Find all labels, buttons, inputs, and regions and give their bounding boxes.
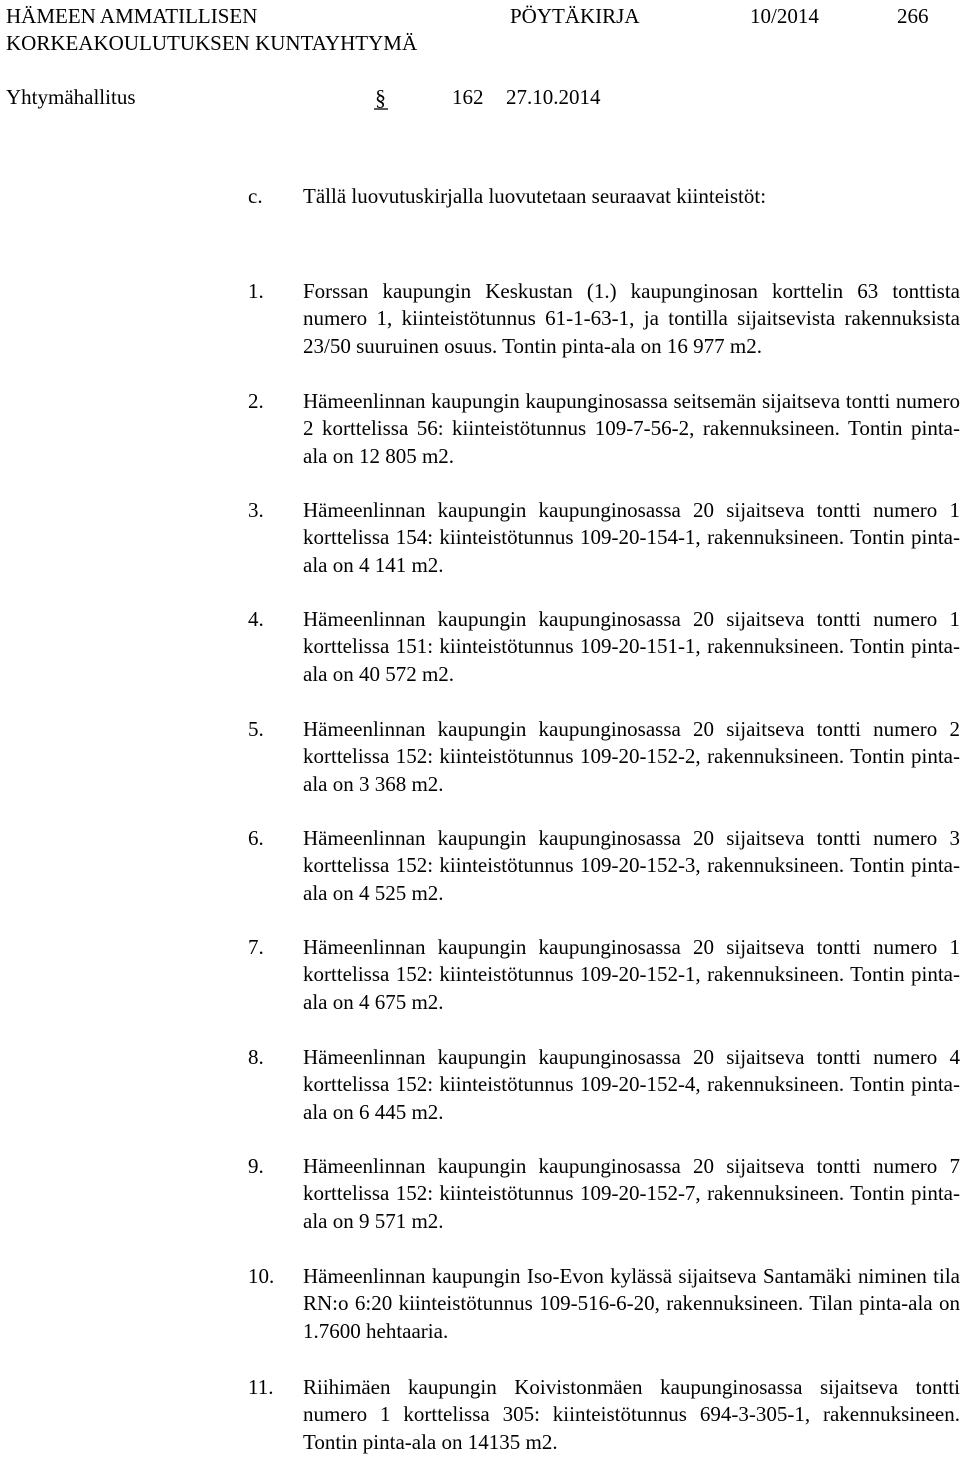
list-item-number: 1. [248,279,264,303]
list-item-text: Hämeenlinnan kaupungin kaupunginosassa 20 sijaitseva tontti numero 4 korttelissa 152: kiinteistötunnus 109-20-152-4, rakennuksineen. Tontin pinta-ala on 6 445 m2. [303,1045,960,1124]
list-item-number: 3. [248,498,264,522]
list-item-text: Hämeenlinnan kaupungin kaupunginosassa 20 sijaitseva tontti numero 1 korttelissa 151: kiinteistötunnus 109-20-151-1, rakennuksineen. Tontin pinta-ala on 40 572 m2. [303,607,960,686]
intro-marker: c. [248,184,263,208]
organization-name-line2: KORKEAKOULUTUKSEN KUNTAYHTYMÄ [6,31,418,55]
page-number: 266 [897,4,929,28]
list-item-number: 2. [248,389,264,413]
list-item-text: Hämeenlinnan kaupungin kaupunginosassa 20 sijaitseva tontti numero 7 korttelissa 152: kiinteistötunnus 109-20-152-7, rakennuksineen. Tontin pinta-ala on 9 571 m2. [303,1154,960,1233]
list-item-text: Hämeenlinnan kaupungin kaupunginosassa 20 sijaitseva tontti numero 1 korttelissa 152: kiinteistötunnus 109-20-152-1, rakennuksineen. Tontin pinta-ala on 4 675 m2. [303,935,960,1014]
list-item-number: 10. [248,1264,275,1288]
list-item-number: 6. [248,826,264,850]
list-item-text: Hämeenlinnan kaupungin kaupunginosassa 20 sijaitseva tontti numero 2 korttelissa 152: kiinteistötunnus 109-20-152-2, rakennuksineen. Tontin pinta-ala on 3 368 m2. [303,717,960,796]
svg-text:§: § [375,86,386,110]
list-item-number: 8. [248,1045,264,1069]
list-item-text: Forssan kaupungin Keskustan (1.) kaupunginosan korttelin 63 tonttista numero 1, kiinteistötunnus 61-1-63-1, ja tontilla sijaitsevista rakennuksista 23/50 suuruinen osuus. Tontin pinta-ala on 16 977 m2. [303,279,960,358]
list-item-text: Hämeenlinnan kaupungin kaupunginosassa seitsemän sijaitseva tontti numero 2 korttelissa 56: kiinteistötunnus 109-7-56-2, rakennuksineen. Tontin pinta-ala on 12 805 m2. [303,389,960,468]
list-item-text: Riihimäen kaupungin Koivistonmäen kaupunginosassa sijaitseva tontti numero 1 korttelissa 305: kiinteistötunnus 694-3-305-1, rakennuksineen. Tontin pinta-ala on 14135 m2. [303,1375,960,1454]
document-type: PÖYTÄKIRJA [510,4,640,28]
list-item-text: Hämeenlinnan kaupungin kaupunginosassa 20 sijaitseva tontti numero 3 korttelissa 152: kiinteistötunnus 109-20-152-3, rakennuksineen. Tontin pinta-ala on 4 525 m2. [303,826,960,905]
board-name: Yhtymähallitus [6,85,136,109]
list-item-number: 4. [248,607,264,631]
list-item-text: Hämeenlinnan kaupungin Iso-Evon kylässä sijaitseva Santamäki niminen tila RN:o 6:20 kiinteistötunnus 109-516-6-20, rakennuksineen. Tilan pinta-ala on 1.7600 hehtaaria. [303,1264,960,1343]
list-item-text: Hämeenlinnan kaupungin kaupunginosassa 20 sijaitseva tontti numero 1 korttelissa 154: kiinteistötunnus 109-20-154-1, rakennuksineen. Tontin pinta-ala on 4 141 m2. [303,498,960,577]
organization-name-line1: HÄMEEN AMMATILLISEN [6,4,258,28]
list-item-number: 7. [248,935,264,959]
document-number: 10/2014 [750,4,819,28]
section-sign-icon [374,86,388,110]
list-item-number: 11. [248,1375,274,1399]
paragraph-number: 162 [452,85,484,109]
list-item-number: 5. [248,717,264,741]
list-item-number: 9. [248,1154,264,1178]
intro-text: Tällä luovutuskirjalla luovutetaan seuraavat kiinteistöt: [303,184,767,208]
meeting-date: 27.10.2014 [506,85,601,109]
